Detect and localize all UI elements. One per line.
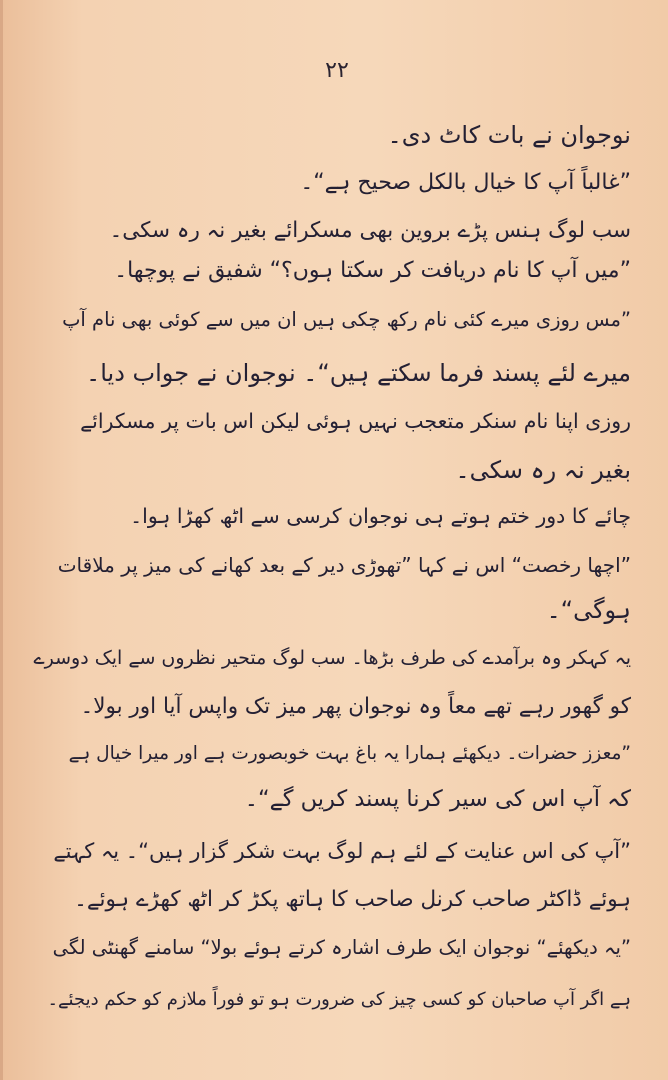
text-line: نوجوان نے بات کاٹ دی۔ xyxy=(387,121,631,149)
text-line: ”معزز حضرات۔ دیکھئے ہمارا یہ باغ بہت خوبصورت ہے اور میرا خیال ہے xyxy=(68,743,631,764)
text-line: سب لوگ ہنس پڑے بروین بھی مسکرائے بغیر نہ رہ سکی۔ xyxy=(109,218,631,243)
text-line: ”میں آپ کا نام دریافت کر سکتا ہوں؟“ شفیق نے پوچھا۔ xyxy=(114,258,631,283)
text-line: روزی اپنا نام سنکر متعجب نہیں ہوئی لیکن اس بات پر مسکرائے xyxy=(80,409,631,433)
text-line: ہے اگر آپ صاحبان کو کسی چیز کی ضرورت ہو تو فوراً ملازم کو حکم دیجئے۔ xyxy=(47,989,631,1010)
text-line: ”اچھا رخصت“ اس نے کہا ”تھوڑی دیر کے بعد کھانے کی میز پر ملاقات xyxy=(57,553,631,577)
text-line: بغیر نہ رہ سکی۔ xyxy=(455,456,631,484)
text-line: کو گھور رہے تھے معاً وہ نوجوان پھر میز تک واپس آیا اور بولا۔ xyxy=(80,694,631,719)
text-line: یہ کہکر وہ برآمدے کی طرف بڑھا۔ سب لوگ متحیر نظروں سے ایک دوسرے xyxy=(33,647,631,669)
text-line: ”یہ دیکھئے“ نوجوان ایک طرف اشارہ کرتے ہوئے بولا“ سامنے گھنٹی لگی xyxy=(52,936,631,959)
text-line: کہ آپ اس کی سیر کرنا پسند کریں گے“۔ xyxy=(244,786,631,812)
text-line: میرے لئے پسند فرما سکتے ہیں“۔ نوجوان نے جواب دیا۔ xyxy=(86,359,631,387)
text-body xyxy=(3,0,668,1080)
text-line: ”مس روزی میرے کئی نام رکھ چکی ہیں ان میں سے کوئی بھی نام آپ xyxy=(62,308,631,331)
text-line: ہوگی“۔ xyxy=(546,596,631,624)
text-line: ”غالباً آپ کا خیال بالکل صحیح ہے“۔ xyxy=(300,170,631,195)
page-number: ۲۲ xyxy=(325,58,349,83)
text-line: ہوئے ڈاکٹر صاحب کرنل صاحب کا ہاتھ پکڑ کر اٹھ کھڑے ہوئے۔ xyxy=(74,887,631,912)
text-line: ”آپ کی اس عنایت کے لئے ہم لوگ بہت شکر گزار ہیں“۔ یہ کہتے xyxy=(53,839,631,863)
text-line: چائے کا دور ختم ہوتے ہی نوجوان کرسی سے اٹھ کھڑا ہوا۔ xyxy=(130,504,631,528)
